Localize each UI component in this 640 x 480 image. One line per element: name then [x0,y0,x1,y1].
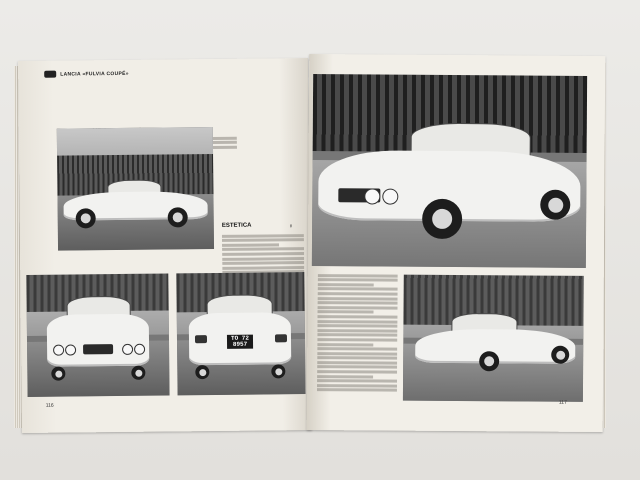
license-plate: TO 72 8957 [227,335,253,349]
subsection-number: 8 [289,223,293,229]
photo-front-view [26,273,169,396]
photo-side-view [57,127,214,251]
page-number-left: 116 [45,402,54,409]
article-text [317,272,398,423]
photo-three-quarter-view [312,74,587,268]
lancia-logo-icon [44,71,56,78]
page-header [44,70,129,78]
subsection-title: ESTETICA [221,222,252,229]
left-page [18,58,312,433]
photo-rear-view [176,272,305,395]
right-page [307,54,606,432]
car-body [47,314,150,367]
header-title: LANCIA «FULVIA COUPÉ» [60,70,129,78]
page-number-right: 117 [558,399,567,406]
photo-rear-three-quarter-view [403,275,584,402]
